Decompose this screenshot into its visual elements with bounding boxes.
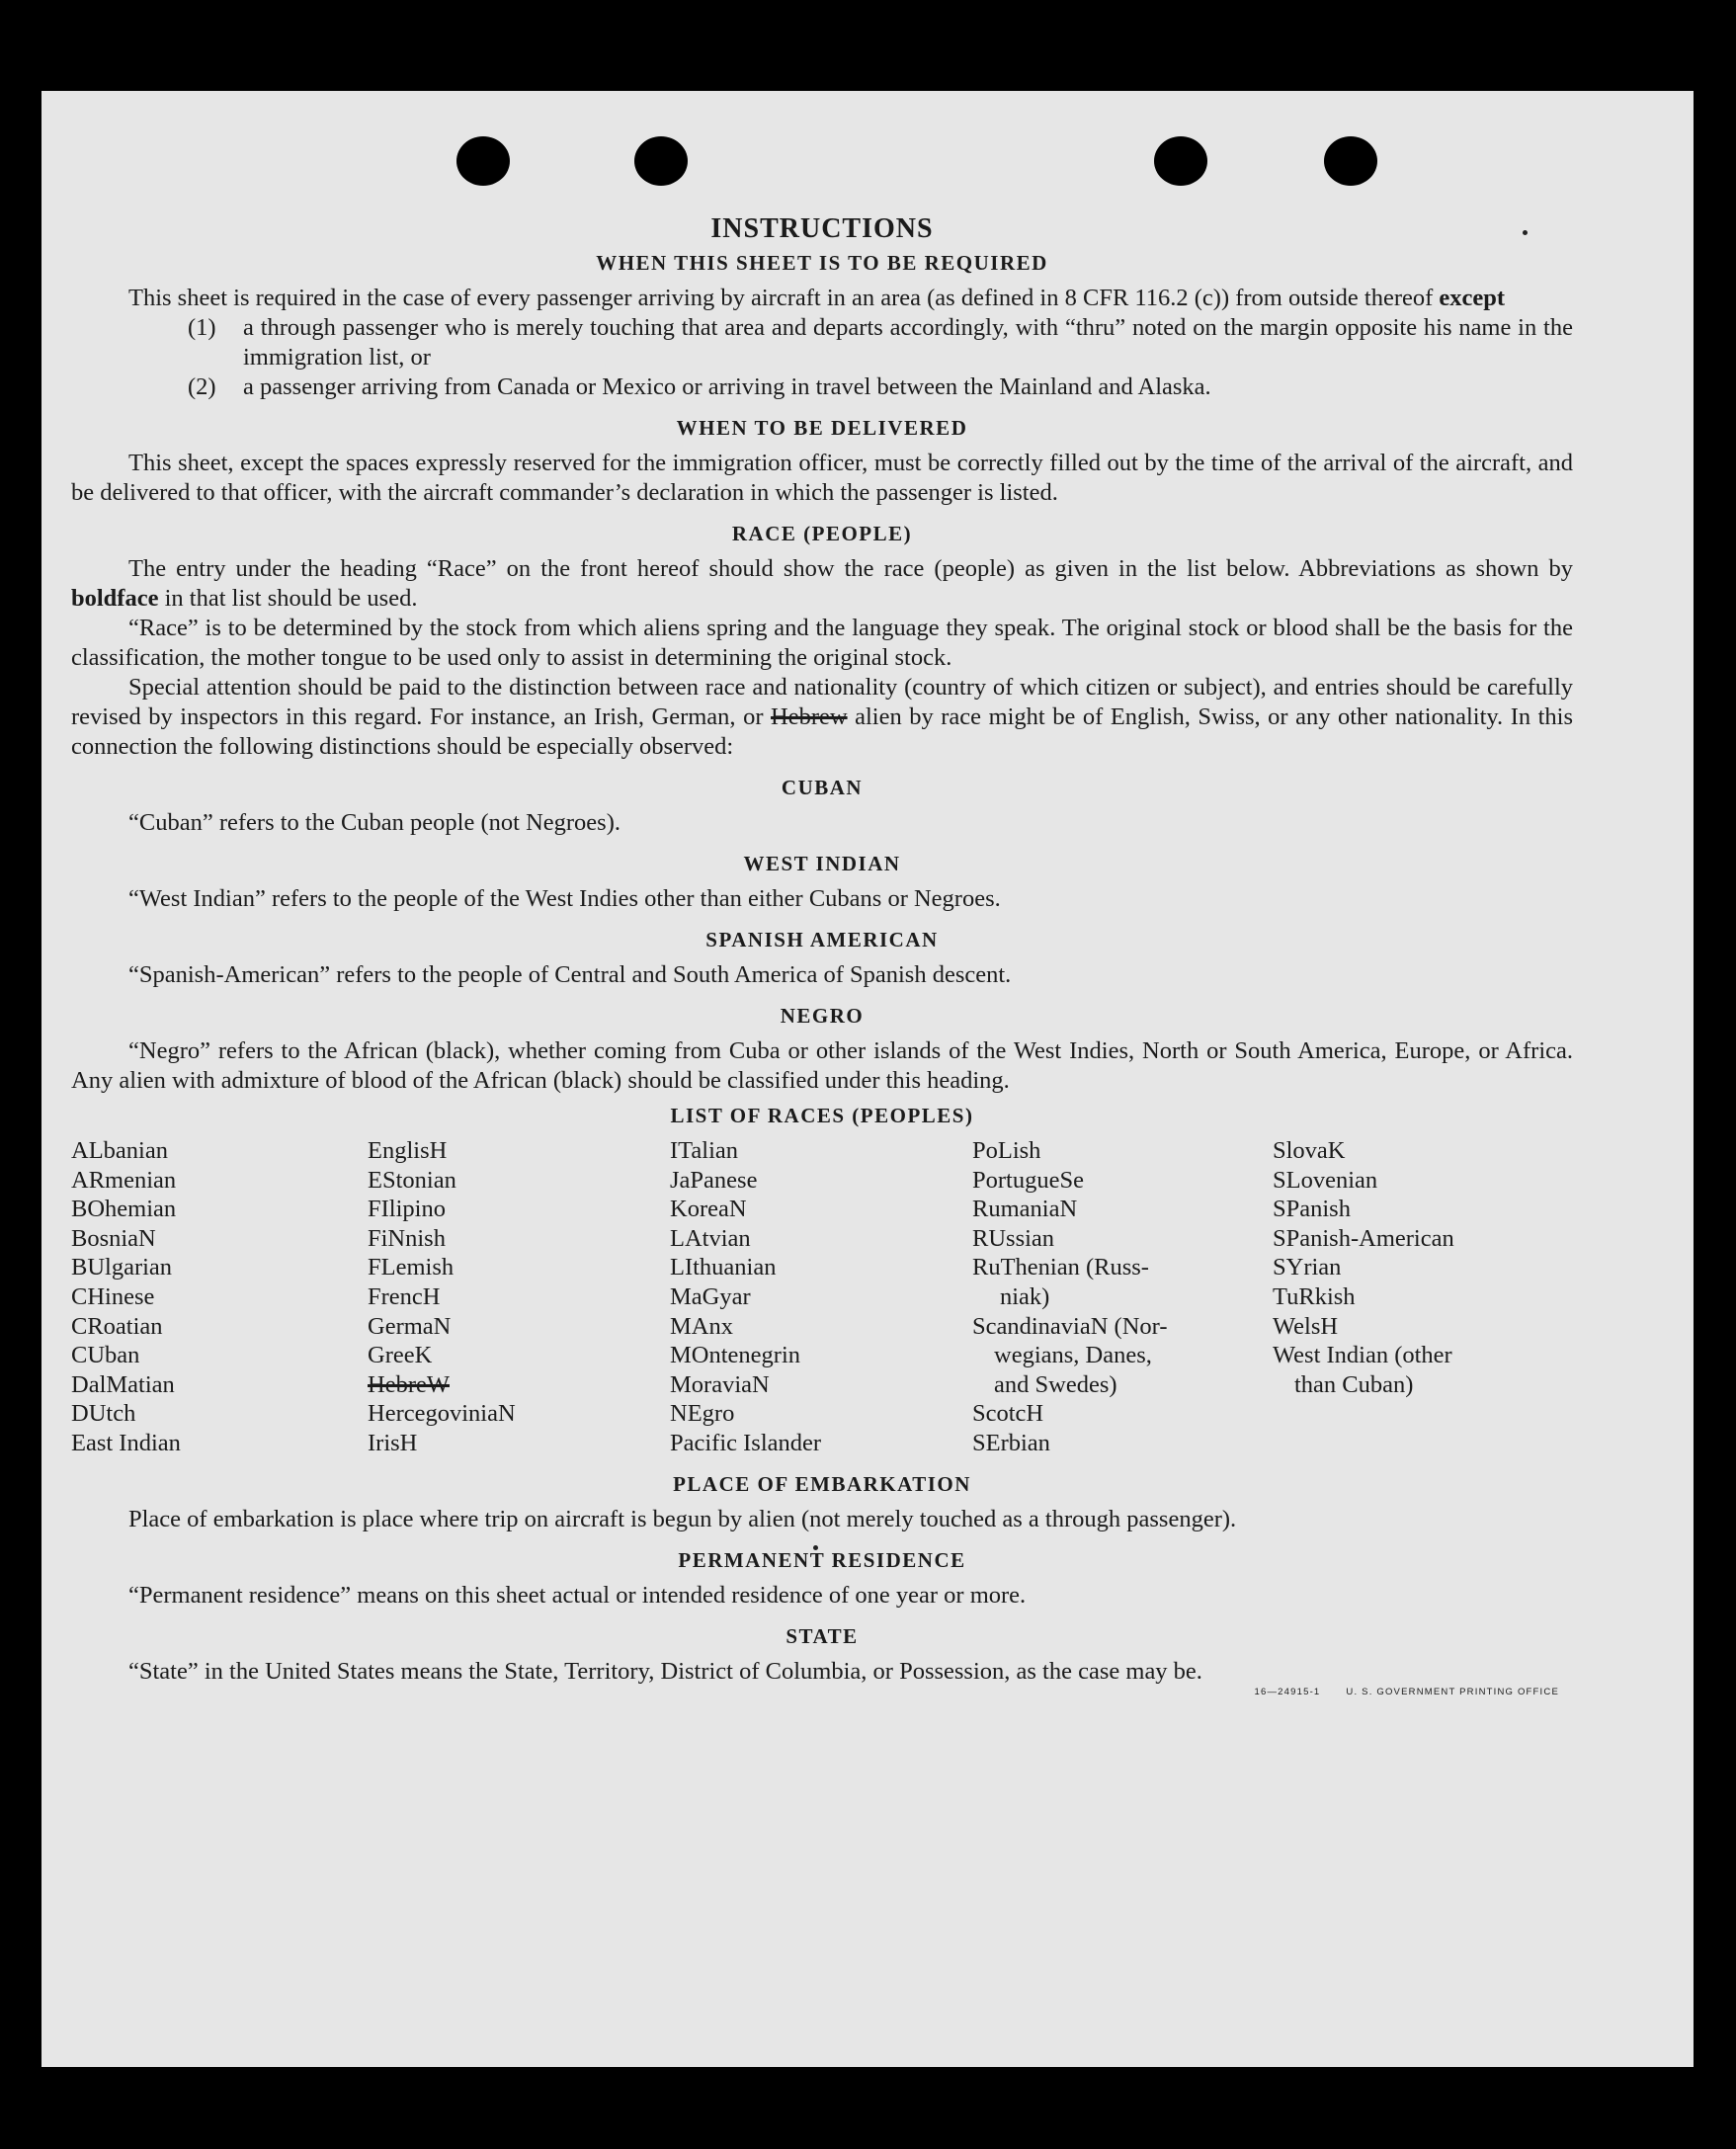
race-list	[71, 1136, 1573, 1458]
instructions-content	[71, 213, 1573, 1697]
race-entry: SLovenian	[1273, 1166, 1378, 1194]
punch-hole	[634, 136, 688, 186]
punch-hole	[1324, 136, 1377, 186]
race-column-1	[71, 1136, 368, 1458]
race-entry: TuRkish	[1273, 1282, 1356, 1310]
race-entry: HercegoviniaN	[368, 1400, 516, 1428]
cuban-text: “Cuban” refers to the Cuban people (not Negroes).	[128, 809, 620, 836]
race-entry: and Swedes)	[994, 1370, 1117, 1398]
race-entry: BosniaN	[71, 1224, 156, 1252]
heading-spanish-american: SPANISH AMERICAN	[705, 928, 939, 951]
instruction-sheet	[41, 91, 1694, 2067]
heading-delivered: WHEN TO BE DELIVERED	[676, 416, 968, 440]
race-entry: East Indian	[71, 1429, 181, 1456]
punch-hole	[456, 136, 510, 186]
race-entry: MOntenegrin	[670, 1342, 800, 1369]
race-entry: IrisH	[368, 1429, 418, 1456]
race-entry: PoLish	[972, 1137, 1041, 1164]
race-entry: PortugueSe	[972, 1166, 1084, 1194]
race-entry: niak)	[1000, 1282, 1050, 1310]
race-entry: NEgro	[670, 1400, 735, 1428]
race-entry: EnglisH	[368, 1137, 448, 1164]
heading-required: WHEN THIS SHEET IS TO BE REQUIRED	[596, 251, 1048, 275]
race-entry: DalMatian	[71, 1370, 175, 1398]
form-number: 16—24915-1	[1254, 1686, 1321, 1697]
heading-residence: PERMANENT RESIDENCE	[678, 1547, 966, 1572]
race-paragraph-3: Special attention should be paid to the distinction between race and nationality (country of which citizen or subject), and entries should be carefully revised by inspectors in this regard. For instance, an Irish, German, or Hebrew alien by race might be of English, Swiss, or any other nationality. In this connection the following distinctions should be especially observed:	[71, 674, 1574, 760]
race-entry: ScandinaviaN (Nor-	[972, 1312, 1168, 1340]
footer	[71, 1687, 1573, 1697]
printer-imprint	[1254, 1687, 1559, 1697]
race-entry: Pacific Islander	[670, 1429, 822, 1456]
heading-race: RACE (PEOPLE)	[731, 522, 913, 545]
race-entry: SPanish-American	[1273, 1224, 1454, 1252]
race-entry: EStonian	[368, 1166, 456, 1194]
race-entry: than Cuban)	[1294, 1370, 1414, 1398]
race-entry: KoreaN	[670, 1196, 747, 1223]
printer-name: U. S. GOVERNMENT PRINTING OFFICE	[1346, 1686, 1559, 1697]
race-column-2	[368, 1136, 670, 1458]
race-entry: ITalian	[670, 1137, 739, 1164]
race-column-4	[972, 1136, 1273, 1458]
race-entry: FiNnish	[368, 1224, 446, 1252]
race-entry: MoraviaN	[670, 1370, 770, 1398]
race-entry: West Indian (other	[1273, 1342, 1452, 1369]
race-entry: LAtvian	[670, 1224, 751, 1252]
residence-text: “Permanent residence” means on this sheet actual or intended residence of one year or more.	[128, 1581, 1027, 1609]
race-entry: FrencH	[368, 1282, 441, 1310]
state-text: “State” in the United States means the State, Territory, District of Columbia, or Possession, as the case may be.	[128, 1657, 1202, 1685]
heading-negro: NEGRO	[780, 1004, 865, 1028]
race-entry: BUlgarian	[71, 1254, 173, 1281]
race-entry: RUssian	[972, 1224, 1055, 1252]
race-entry: SlovaK	[1273, 1137, 1346, 1164]
race-entry: SErbian	[972, 1429, 1050, 1456]
race-entry: CUban	[71, 1342, 140, 1369]
punch-hole	[1154, 136, 1207, 186]
race-entry: RumaniaN	[972, 1196, 1078, 1223]
race-entry: LIthuanian	[670, 1254, 777, 1281]
page-title: INSTRUCTIONS	[710, 213, 934, 244]
race-entry: CRoatian	[71, 1312, 163, 1340]
race-entry: RuThenian (Russ-	[972, 1254, 1149, 1281]
race-entry: ARmenian	[71, 1166, 177, 1194]
race-entry: WelsH	[1273, 1312, 1339, 1340]
embarkation-text: Place of embarkation is place where trip on aircraft is begun by alien (not merely touched as a through passenger).	[128, 1505, 1237, 1532]
race-entry: FIlipino	[368, 1196, 446, 1223]
delivered-text: This sheet, except the spaces expressly reserved for the immigration officer, must be correctly filled out by the time of the arrival of the aircraft, and be delivered to that officer, with the aircraft commander’s declaration in which the passenger is listed.	[71, 450, 1573, 506]
race-entry: GermaN	[368, 1312, 452, 1340]
heading-embarkation: PLACE OF EMBARKATION	[673, 1471, 971, 1496]
required-intro: This sheet is required in the case of every passenger arriving by aircraft in an area (as defined in 8 CFR 116.2 (c)) from outside thereof except	[128, 285, 1506, 311]
race-entry: BOhemian	[71, 1196, 177, 1223]
heading-state: STATE	[785, 1623, 859, 1648]
negro-text: “Negro” refers to the African (black), whether coming from Cuba or other islands of the West Indies, North or South America, Europe, or Africa. Any alien with admixture of blood of the African (black) should be classified under this heading.	[71, 1037, 1573, 1094]
race-paragraph-2: “Race” is to be determined by the stock from which aliens spring and the language they speak. The original stock or blood shall be the basis for the classification, the mother tongue to be used only to assist in determining the original stock.	[71, 615, 1573, 671]
race-entry: ScotcH	[972, 1400, 1044, 1428]
race-entry-struck: HebreW	[368, 1370, 450, 1398]
heading-list-of-races: LIST OF RACES (PEOPLES)	[670, 1104, 974, 1127]
race-entry: SPanish	[1273, 1196, 1351, 1223]
race-entry: CHinese	[71, 1282, 155, 1310]
race-column-5	[1273, 1136, 1569, 1458]
race-entry: DUtch	[71, 1400, 136, 1428]
race-entry: SYrian	[1273, 1254, 1342, 1281]
west-indian-text: “West Indian” refers to the people of the West Indies other than either Cubans or Negroes.	[128, 885, 1001, 912]
race-entry: MAnx	[670, 1312, 733, 1340]
exception-item-2: (2) a passenger arriving from Canada or Mexico or arriving in travel between the Mainland and Alaska.	[188, 373, 1211, 400]
race-entry: GreeK	[368, 1342, 433, 1369]
race-entry: MaGyar	[670, 1282, 751, 1310]
exception-item-1: (1) a through passenger who is merely touching that area and departs accordingly, with “thru” noted on the margin opposite his name in the immigration list, or	[188, 314, 1573, 371]
race-column-3	[670, 1136, 972, 1458]
race-paragraph-1: The entry under the heading “Race” on the front hereof should show the race (people) as given in the list below. Abbreviations as shown by boldface in that list should be used.	[71, 555, 1573, 612]
race-entry: wegians, Danes,	[994, 1342, 1152, 1369]
spanish-american-text: “Spanish-American” refers to the people of Central and South America of Spanish descent.	[128, 961, 1012, 988]
heading-cuban: CUBAN	[781, 776, 864, 799]
race-entry: JaPanese	[670, 1166, 758, 1194]
heading-west-indian: WEST INDIAN	[743, 852, 901, 875]
race-entry: FLemish	[368, 1254, 455, 1281]
race-entry: ALbanian	[71, 1137, 168, 1164]
